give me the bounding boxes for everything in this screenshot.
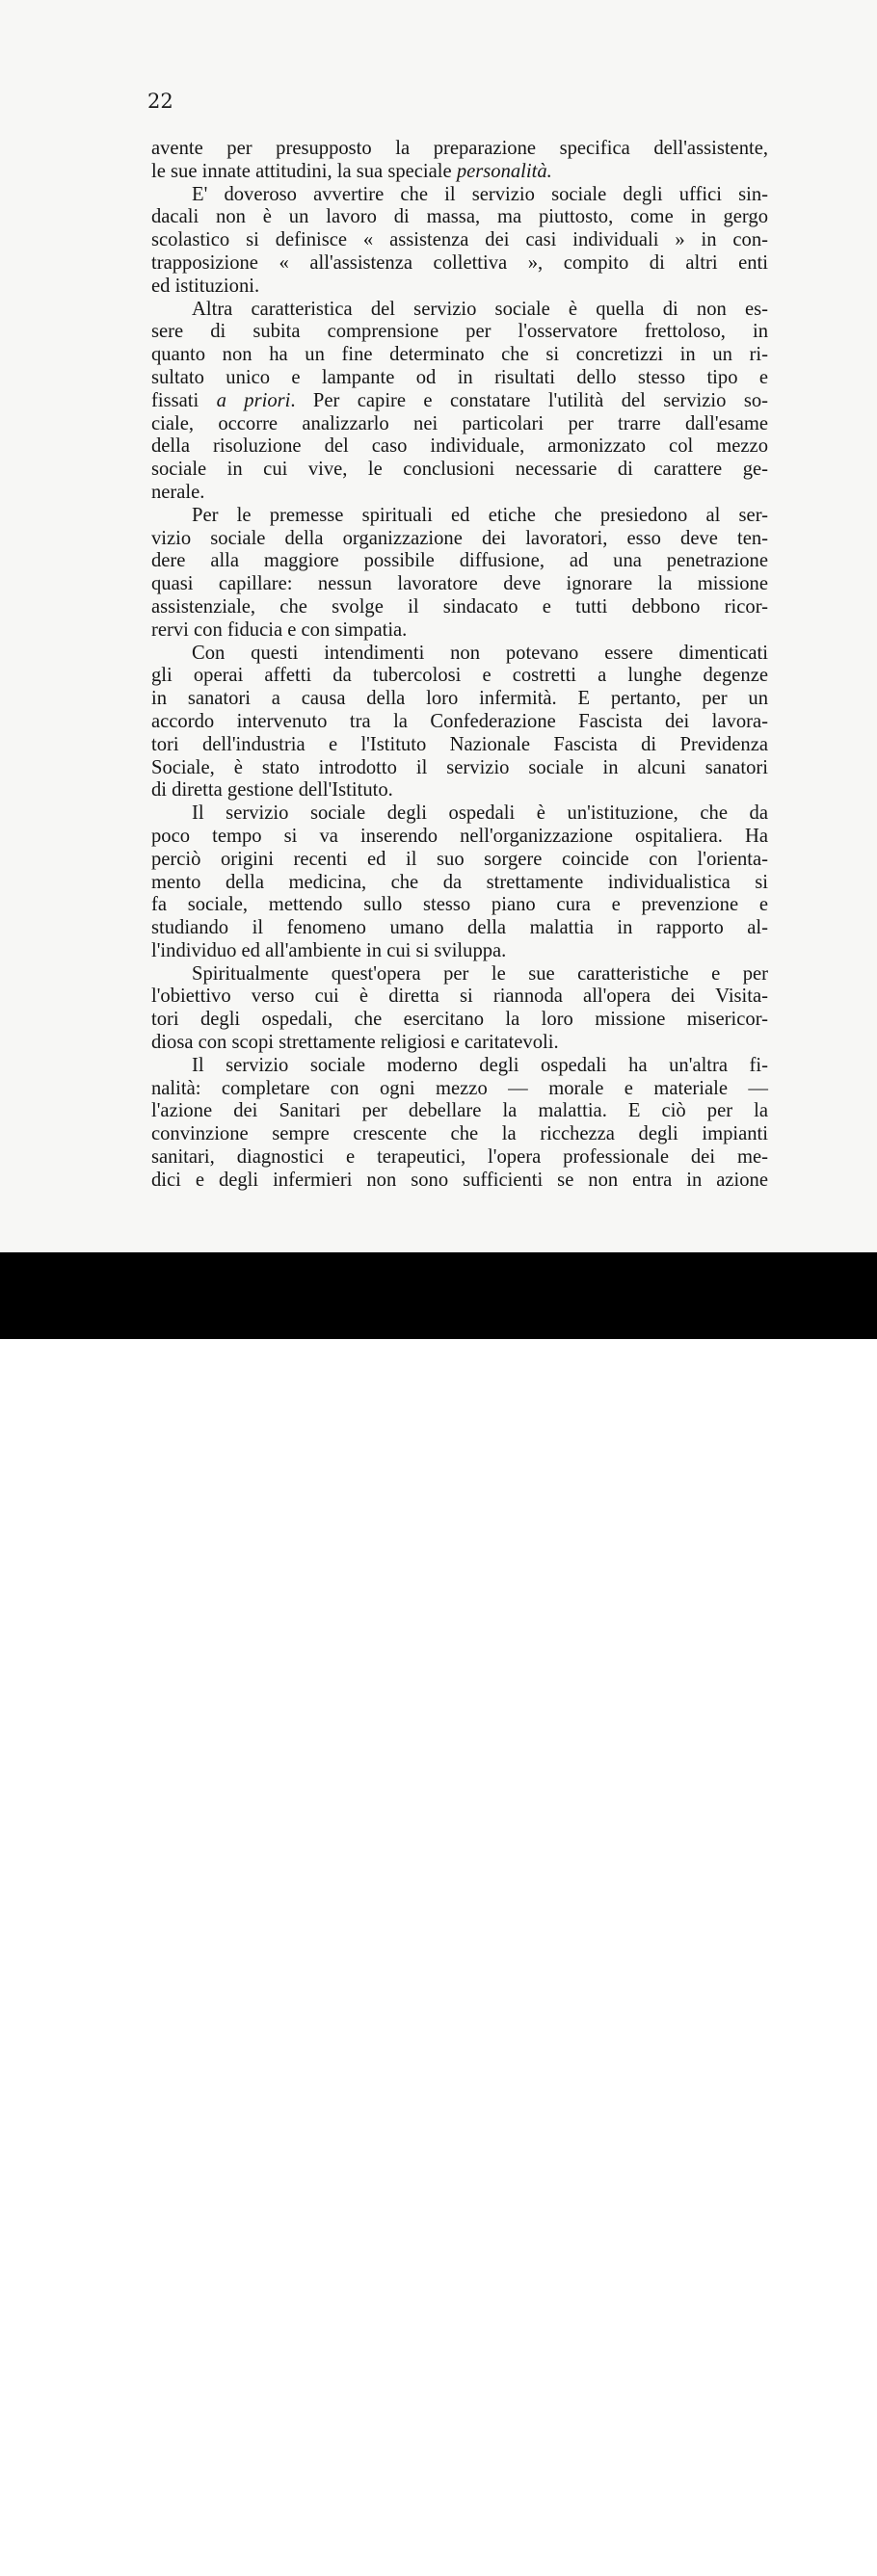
text-line: dere alla maggiore possibile diffusione, ad una penetrazione <box>151 550 768 572</box>
footer-url: www.alamy.com <box>705 2555 854 2576</box>
text-line: mento della medicina, che da strettamente individualistica si <box>151 871 768 893</box>
text-line: studiando il fenomeno umano della malattia in rapporto al- <box>151 917 768 939</box>
watermark-bar <box>0 1252 877 2576</box>
text-line: in sanatori a causa della loro infermità. E pertanto, per un <box>151 688 768 710</box>
image-id: J3FG0R <box>787 2524 854 2545</box>
body-text <box>151 138 768 1193</box>
text-line: accordo intervenuto tra la Confederazione Fascista dei lavora- <box>151 710 768 732</box>
text-line: tori dell'industria e l'Istituto Nazionale Fascista di Previdenza <box>151 733 768 755</box>
text-line: Il servizio sociale moderno degli ospedali ha un'altra fi- <box>192 1054 768 1076</box>
text-line: della risoluzione del caso individuale, armonizzato col mezzo <box>151 435 768 458</box>
text-line: assistenziale, che svolge il sindacato e tutti debbono ricor- <box>151 595 768 618</box>
text-line: le sue innate attitudini, la sua speciale personalità. <box>151 160 552 182</box>
text-line: nerale. <box>151 481 205 503</box>
text-line: nalità: completare con ogni mezzo — morale e materiale — <box>151 1077 768 1099</box>
text-line: Spiritualmente quest'opera per le sue caratteristiche e per <box>192 962 768 985</box>
text-line: Con questi intendimenti non potevano essere dimenticati <box>192 642 768 664</box>
text-line: di diretta gestione dell'Istituto. <box>151 779 393 802</box>
scanned-page <box>0 0 877 1252</box>
text-line: scolastico si definisce « assistenza dei casi individuali » in con- <box>151 229 768 251</box>
text-line: sultato unico e lampante od in risultati dello stesso tipo e <box>151 366 768 388</box>
text-line: l'obiettivo verso cui è diretta si riannoda all'opera dei Visita- <box>151 986 768 1008</box>
text-line: Altra caratteristica del servizio sociale è quella di non es- <box>192 298 768 320</box>
text-line: ed istituzioni. <box>151 275 260 297</box>
text-line: convinzione sempre crescente che la ricchezza degli impianti <box>151 1123 768 1145</box>
text-line: quasi capillare: nessun lavoratore deve ignorare la missione <box>151 573 768 595</box>
text-line: tori degli ospedali, che esercitano la loro missione misericor- <box>151 1009 768 1031</box>
text-line: sanitari, diagnostici e terapeutici, l'opera professionale dei me- <box>151 1146 768 1169</box>
text-line: gli operai affetti da tubercolosi e costretti a lunghe degenze <box>151 665 768 687</box>
text-line: fa sociale, mettendo sullo stesso piano cura e prevenzione e <box>151 894 768 916</box>
text-line: vizio sociale della organizzazione dei lavoratori, esso deve ten- <box>151 527 768 549</box>
text-line: sere di subita comprensione per l'osservatore frettoloso, in <box>151 321 768 343</box>
text-line: fissati a priori. Per capire e constatare l'utilità del servizio so- <box>151 389 768 411</box>
text-line: Il servizio sociale degli ospedali è un'istituzione, che da <box>192 802 768 825</box>
text-line: dacali non è un lavoro di massa, ma piuttosto, come in gergo <box>151 206 768 228</box>
text-line: dici e degli infermieri non sono sufficienti se non entra in azione <box>151 1169 768 1191</box>
text-line: perciò origini recenti ed il suo sorgere coincide con l'orienta- <box>151 848 768 870</box>
text-line: Sociale, è stato introdotto il servizio sociale in alcuni sanatori <box>151 756 768 778</box>
text-line: trapposizione « all'assistenza collettiva », compito di altri enti <box>151 251 768 274</box>
text-line: E' doveroso avvertire che il servizio sociale degli uffici sin- <box>192 183 768 205</box>
page-number: 22 <box>147 90 173 113</box>
text-line: diosa con scopi strettamente religiosi e caritatevoli. <box>151 1032 559 1054</box>
text-line: Per le premesse spirituali ed etiche che presiedono al ser- <box>192 504 768 526</box>
text-line: l'azione dei Sanitari per debellare la malattia. E ciò per la <box>151 1100 768 1122</box>
text-line: quanto non ha un fine determinato che si concretizzi in un ri- <box>151 344 768 366</box>
text-line: poco tempo si va inserendo nell'organizzazione ospitaliera. Ha <box>151 825 768 847</box>
text-line: rervi con fiducia e con simpatia. <box>151 618 408 641</box>
alamy-logo: alamy <box>21 2522 173 2576</box>
text-line: ciale, occorre analizzarlo nei particolari per trarre dall'esame <box>151 412 768 434</box>
text-line: avente per presupposto la preparazione specifica dell'assistente, <box>151 138 768 159</box>
text-line: sociale in cui vive, le conclusioni necessarie di carattere ge- <box>151 459 768 481</box>
text-line: l'individuo ed all'ambiente in cui si sviluppa. <box>151 939 507 961</box>
